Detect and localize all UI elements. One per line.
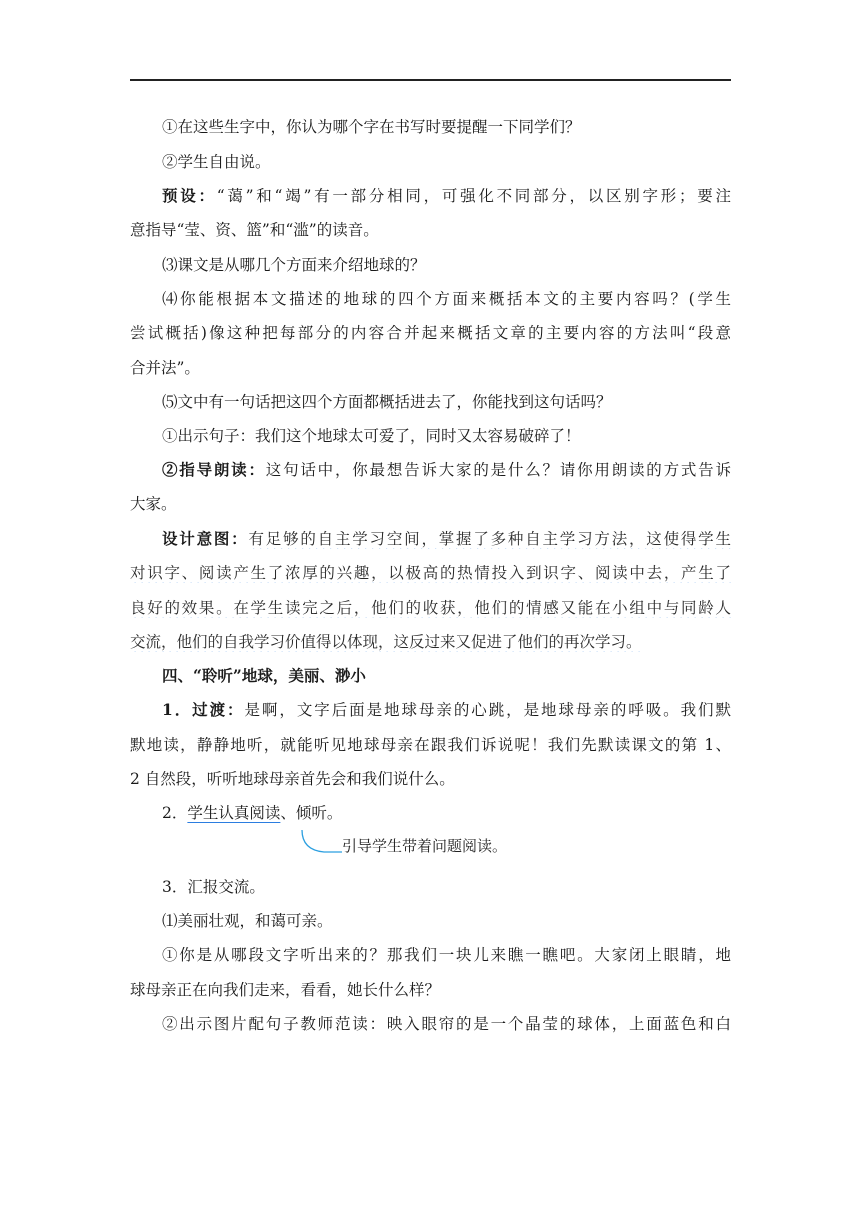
paragraph-line xyxy=(162,803,731,823)
paragraph-line xyxy=(130,323,731,343)
preset-text: “蔼”和“竭”有一部分相同，可强化不同部分，以区别字形；要注 xyxy=(216,187,731,205)
paragraph-line: ①出示句子：我们这个地球太可爱了，同时又太容易破碎了！ xyxy=(162,427,581,445)
paragraph-line: 意指导“莹、资、篮”和“滥”的读音。 xyxy=(130,221,379,239)
paragraph-line: ⑸文中有一句话把这四个方面都概括进去了，你能找到这句话吗？ xyxy=(162,393,612,411)
paragraph-line: 合并法”。 xyxy=(130,359,200,377)
paragraph-line: 球母亲正在向我们走来，看看，她长什么样？ xyxy=(130,981,441,999)
design-intent-line: 对识字、阅读产生了浓厚的兴趣，以极高的热情投入到识字、阅读中去，产生了 xyxy=(130,564,731,582)
design-intent-text: 有足够的自主学习空间，掌握了多种自主学习方法，这使得学生 xyxy=(248,530,731,548)
paragraph-line: ⑴美丽壮观，和蔼可亲。 xyxy=(162,912,333,930)
handwritten-note: 学生 xyxy=(694,290,731,308)
question-text: ⑷你能根据本文描述的地球的四个方面来概括本文的主要内容吗？( xyxy=(162,290,695,308)
design-intent-line: 交流，他们的自我学习价值得以体现，这反过来又促进了他们的再次学习。 xyxy=(130,633,642,651)
paragraph-line xyxy=(162,700,731,720)
step-number: 2． xyxy=(162,804,188,822)
design-intent-label: 设计意图： xyxy=(162,529,249,548)
paragraph-line: ②出示图片配句子教师范读：映入眼帘的是一个晶莹的球体，上面蓝色和白 xyxy=(162,1015,731,1033)
annotation-leader-line xyxy=(298,828,346,858)
margin-annotation: 引导学生带着问题阅读。 xyxy=(342,837,508,855)
paragraph-line xyxy=(162,289,731,309)
transition-text: 是啊，文字后面是地球母亲的心跳，是地球母亲的呼吸。我们默 xyxy=(244,701,731,719)
paragraph-line: 3．汇报交流。 xyxy=(162,878,265,896)
underlined-text: 学生认真阅读 xyxy=(187,804,281,822)
design-intent-line: 良好的效果。在学生读完之后，他们的收获，他们的情感又能在小组中与同龄人 xyxy=(130,599,731,617)
paragraph-line xyxy=(162,460,731,480)
section-heading: 四、“聆听”地球，美丽、渺小 xyxy=(162,666,366,685)
paragraph-line: ⑶课文是从哪几个方面来介绍地球的？ xyxy=(162,256,426,274)
transition-label: 1．过渡： xyxy=(162,700,245,719)
paragraph-line: 默地读，静静地听，就能听见地球母亲在跟我们诉说呢！我们先默读课文的第 1、 xyxy=(130,736,731,754)
paragraph-line: 大家。 xyxy=(130,495,177,513)
paragraph-line: 2 自然段，听听地球母亲首先会和我们说什么。 xyxy=(130,770,455,788)
guide-label: ②指导朗读： xyxy=(162,460,266,479)
guide-text: 这句话中，你最想告诉大家的是什么？请你用朗读的方式告诉 xyxy=(265,461,731,479)
paragraph-line xyxy=(162,186,731,206)
design-intent-line xyxy=(162,529,731,549)
paragraph-line: ①在这些生字中，你认为哪个字在书写时要提醒一下同学们？ xyxy=(162,118,581,136)
paragraph-line: ①你是从哪段文字听出来的？那我们一块儿来瞧一瞧吧。大家闭上眼睛，地 xyxy=(162,946,731,964)
preset-label: 预设： xyxy=(162,186,217,205)
handwritten-note: 尝试概括 xyxy=(130,324,201,342)
step-text: 、倾听。 xyxy=(280,804,343,822)
paragraph-line: ②学生自由说。 xyxy=(162,153,271,171)
header-rule xyxy=(130,79,731,81)
question-text: )像这种把每部分的内容合并起来概括文章的主要内容的方法叫“段意 xyxy=(200,324,731,342)
